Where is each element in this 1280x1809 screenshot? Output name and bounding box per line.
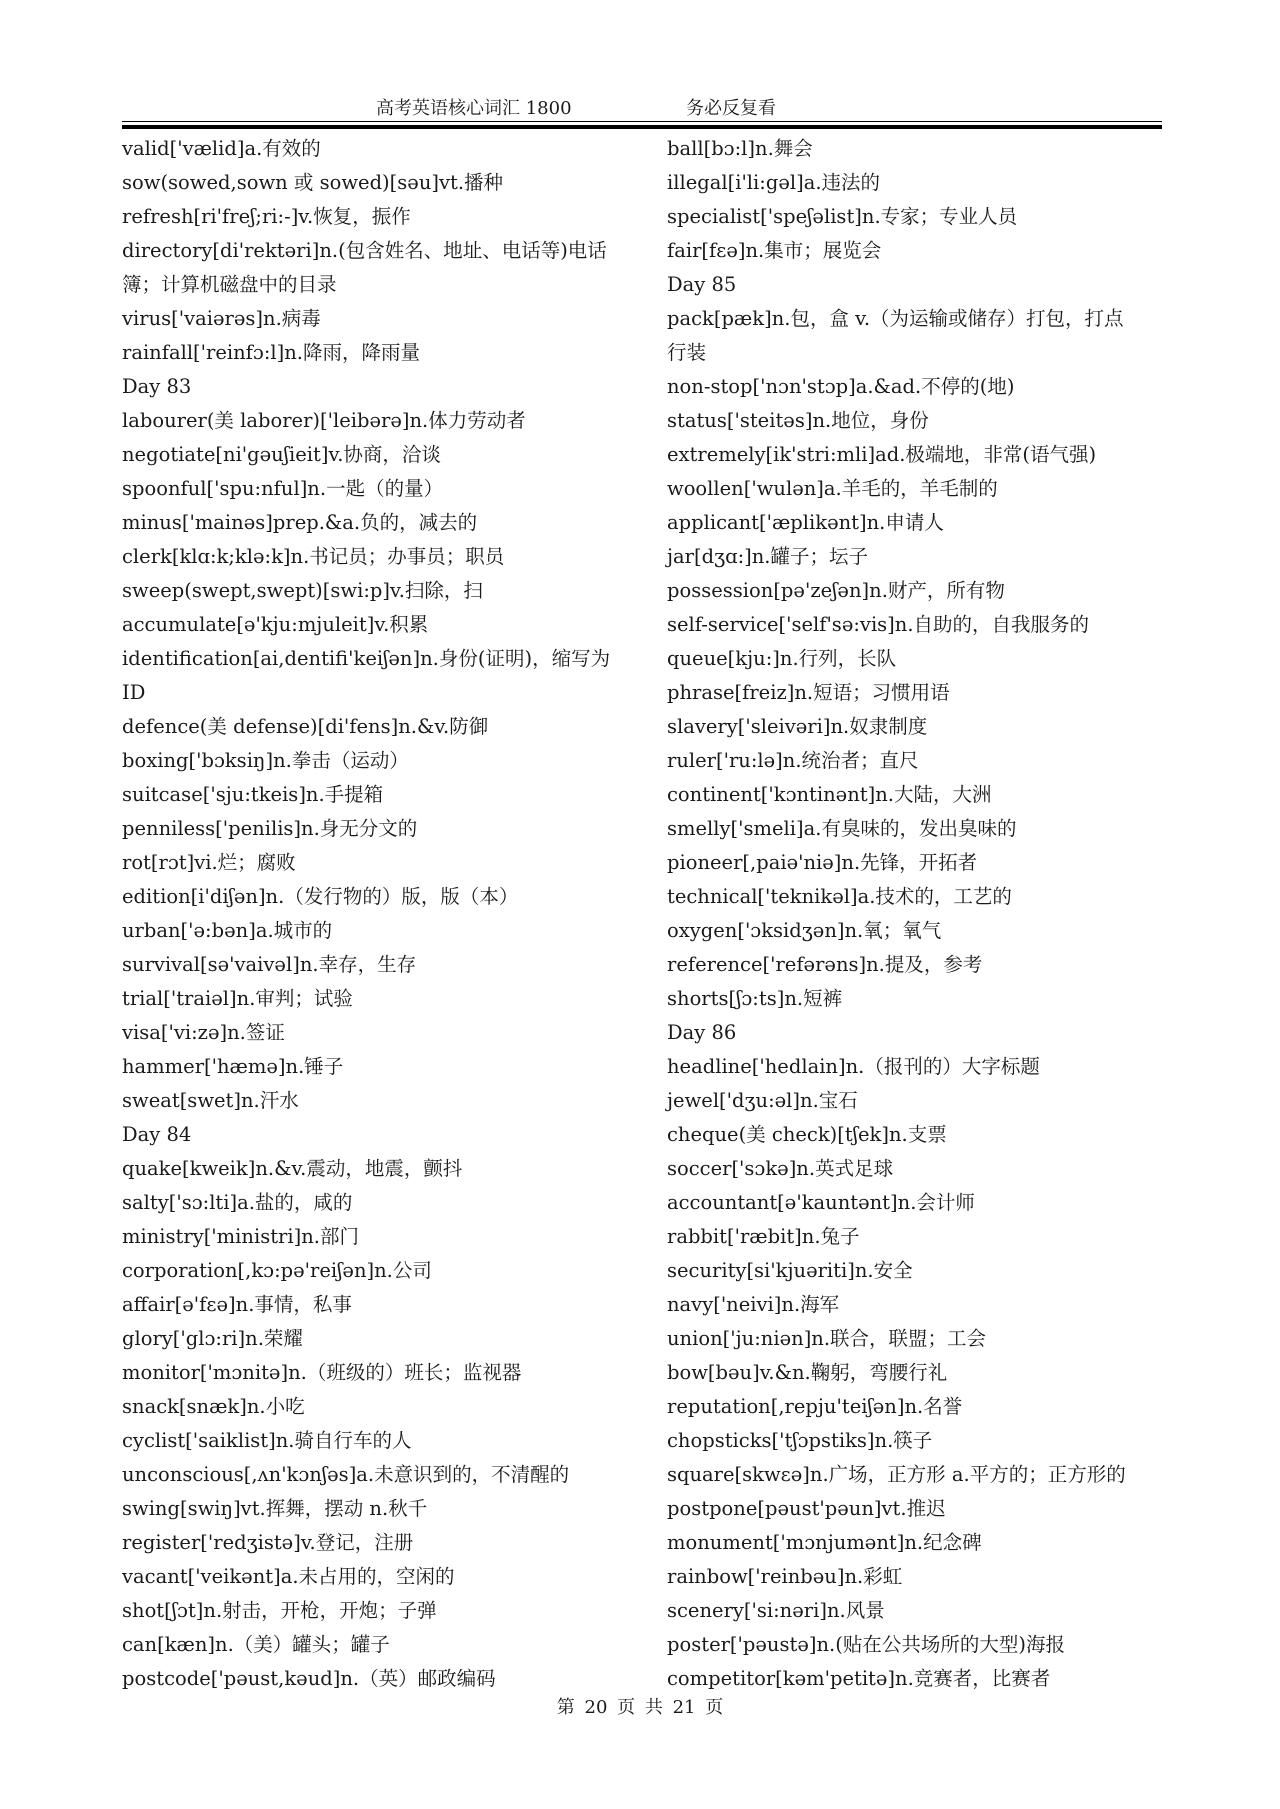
header-note: 务必反复看 [686, 98, 776, 119]
vocab-line: boxing['bɔksiŋ]n.拳击（运动） [122, 749, 409, 772]
vocab-line: woollen['wulən]a.羊毛的，羊毛制的 [667, 477, 998, 500]
vocab-line: accountant[ə'kauntənt]n.会计师 [667, 1191, 975, 1214]
vocab-line: negotiate[ni'gəuʃieit]v.协商，洽谈 [122, 443, 441, 466]
vocab-line: poster['pəustə]n.(贴在公共场所的大型)海报 [667, 1633, 1065, 1656]
vocab-line: status['steitəs]n.地位，身份 [667, 409, 929, 432]
vocab-line: clerk[klɑ:k;klə:k]n.书记员；办事员；职员 [122, 545, 505, 568]
vocab-line: rabbit['ræbit]n.兔子 [667, 1225, 860, 1248]
vocab-line: visa['vi:zə]n.签证 [122, 1021, 285, 1044]
vocab-line: monitor['mɔnitə]n.（班级的）班长；监视器 [122, 1361, 522, 1384]
page-header [0, 92, 1280, 122]
vocab-line: rainbow['reinbəu]n.彩虹 [667, 1565, 903, 1588]
vocab-line: reference['refərəns]n.提及，参考 [667, 953, 983, 976]
right-column [667, 132, 1167, 1696]
vocab-line: jewel['dʒu:əl]n.宝石 [667, 1089, 858, 1112]
vocab-line: pack[pæk]n.包，盒 v.（为运输或储存）打包，打点 [667, 307, 1124, 330]
vocab-line: extremely[ik'stri:mli]ad.极端地，非常(语气强) [667, 443, 1097, 466]
header-title: 高考英语核心词汇 1800 [376, 98, 572, 119]
vocab-line: valid['vælid]a.有效的 [122, 137, 321, 160]
vocab-line: swing[swiŋ]vt.挥舞，摆动 n.秋千 [122, 1497, 428, 1520]
vocab-line: self-service['self'sə:vis]n.自助的，自我服务的 [667, 613, 1090, 636]
vocab-line: non-stop['nɔn'stɔp]a.&ad.不停的(地) [667, 375, 1015, 398]
vocab-line: Day 85 [667, 273, 737, 296]
vocab-line: union['ju:niən]n.联合，联盟；工会 [667, 1327, 987, 1350]
vocab-line: identification[ai,dentifi'keiʃən]n.身份(证明)，缩写为 [122, 647, 611, 670]
vocab-line: navy['neivi]n.海军 [667, 1293, 840, 1316]
vocab-line: reputation[,repju'teiʃən]n.名誉 [667, 1395, 963, 1418]
vocab-line: headline['hedlain]n.（报刊的）大字标题 [667, 1055, 1040, 1078]
vocab-line: postcode['pəust,kəud]n.（英）邮政编码 [122, 1667, 496, 1690]
vocab-line: chopsticks['tʃɔpstiks]n.筷子 [667, 1429, 933, 1452]
vocab-line: salty['sɔ:lti]a.盐的，咸的 [122, 1191, 353, 1214]
header-rule-thin [122, 121, 1162, 122]
vocab-line: soccer['sɔkə]n.英式足球 [667, 1157, 894, 1180]
vocab-line: sweep(swept,swept)[swi:p]v.扫除，扫 [122, 579, 483, 602]
vocab-line: ruler['ru:lə]n.统治者；直尺 [667, 749, 919, 772]
vocab-line: shot[ʃɔt]n.射击，开枪，开炮；子弹 [122, 1599, 437, 1622]
vocab-line: Day 83 [122, 375, 192, 398]
vocab-line: edition[i'diʃən]n.（发行物的）版，版（本） [122, 885, 519, 908]
vocab-line: square[skwɛə]n.广场，正方形 a.平方的；正方形的 [667, 1463, 1126, 1486]
vocab-line: smelly['smeli]a.有臭味的，发出臭味的 [667, 817, 1017, 840]
vocab-line: competitor[kəm'petitə]n.竞赛者，比赛者 [667, 1667, 1051, 1690]
vocab-line: postpone[pəust'pəun]vt.推迟 [667, 1497, 946, 1520]
vocab-line: shorts[ʃɔ:ts]n.短裤 [667, 987, 843, 1010]
vocab-line: urban['ə:bən]a.城市的 [122, 919, 333, 942]
vocab-line: refresh[ri'freʃ;ri:-]v.恢复，振作 [122, 205, 411, 228]
vocab-line: phrase[freiz]n.短语；习惯用语 [667, 681, 950, 704]
vocab-line: Day 84 [122, 1123, 192, 1146]
vocab-line: unconscious[,ʌn'kɔnʃəs]a.未意识到的，不清醒的 [122, 1463, 570, 1486]
vocab-line: register['redʒistə]v.登记，注册 [122, 1531, 414, 1554]
vocab-line: 行装 [667, 341, 707, 364]
vocab-line: snack[snæk]n.小吃 [122, 1395, 305, 1418]
vocab-line: suitcase['sju:tkeis]n.手提箱 [122, 783, 384, 806]
vocab-line: directory[di'rektəri]n.(包含姓名、地址、电话等)电话 [122, 239, 607, 262]
vocab-line: can[kæn]n.（美）罐头；罐子 [122, 1633, 390, 1656]
vocab-line: security[si'kjuəriti]n.安全 [667, 1259, 913, 1282]
vocab-line: pioneer[,paiə'niə]n.先锋，开拓者 [667, 851, 978, 874]
vocab-line: possession[pə'zeʃən]n.财产，所有物 [667, 579, 1005, 602]
vocab-line: 簿；计算机磁盘中的目录 [122, 273, 337, 296]
vocab-line: quake[kweik]n.&v.震动，地震，颤抖 [122, 1157, 463, 1180]
vocab-line: illegal[i'li:gəl]a.违法的 [667, 171, 881, 194]
vocab-line: scenery['si:nəri]n.风景 [667, 1599, 885, 1622]
vocab-line: affair[ə'fɛə]n.事情，私事 [122, 1293, 352, 1316]
vocab-line: glory['glɔ:ri]n.荣耀 [122, 1327, 303, 1350]
vocab-line: specialist['speʃəlist]n.专家；专业人员 [667, 205, 1018, 228]
vocab-line: penniless['penilis]n.身无分文的 [122, 817, 418, 840]
vocab-line: spoonful['spu:nful]n.一匙（的量） [122, 477, 444, 500]
vocab-line: slavery['sleivəri]n.奴隶制度 [667, 715, 928, 738]
vocab-line: queue[kju:]n.行列，长队 [667, 647, 897, 670]
vocab-line: survival[sə'vaivəl]n.幸存，生存 [122, 953, 417, 976]
vocab-line: cyclist['saiklist]n.骑自行车的人 [122, 1429, 412, 1452]
vocab-line: trial['traiəl]n.审判；试验 [122, 987, 353, 1010]
vocab-line: technical['teknikəl]a.技术的，工艺的 [667, 885, 1012, 908]
vocab-line: jar[dʒɑ:]n.罐子；坛子 [667, 545, 869, 568]
vocab-line: sow(sowed,sown 或 sowed)[səu]vt.播种 [122, 171, 504, 194]
vocab-line: fair[fɛə]n.集市；展览会 [667, 239, 882, 262]
vocab-line: ID [122, 681, 146, 704]
vocab-line: vacant['veikənt]a.未占用的，空闲的 [122, 1565, 455, 1588]
vocab-line: Day 86 [667, 1021, 737, 1044]
vocab-line: labourer(美 laborer)['leibərə]n.体力劳动者 [122, 409, 526, 432]
vocab-line: virus['vaiərəs]n.病毒 [122, 307, 321, 330]
vocab-line: bow[bəu]v.&n.鞠躬，弯腰行礼 [667, 1361, 948, 1384]
left-column [122, 132, 632, 1696]
vocab-line: corporation[,kɔ:pə'reiʃən]n.公司 [122, 1259, 432, 1282]
vocab-line: monument['mɔnjumənt]n.纪念碑 [667, 1531, 982, 1554]
vocab-line: ball[bɔ:l]n.舞会 [667, 137, 813, 160]
vocab-line: defence(美 defense)[di'fens]n.&v.防御 [122, 715, 489, 738]
vocab-line: rot[rɔt]vi.烂；腐败 [122, 851, 296, 874]
vocab-line: applicant['æplikənt]n.申请人 [667, 511, 944, 534]
vocab-line: ministry['ministri]n.部门 [122, 1225, 359, 1248]
vocab-line: hammer['hæmə]n.锤子 [122, 1055, 344, 1078]
vocab-line: cheque(美 check)[tʃek]n.支票 [667, 1123, 947, 1146]
page-footer: 第 20 页 共 21 页 [556, 1697, 724, 1718]
vocab-line: continent['kɔntinənt]n.大陆，大洲 [667, 783, 992, 806]
vocab-line: oxygen['ɔksidʒən]n.氧；氧气 [667, 919, 942, 942]
vocab-line: minus['mainəs]prep.&a.负的，减去的 [122, 511, 478, 534]
vocab-line: rainfall['reinfɔ:l]n.降雨，降雨量 [122, 341, 420, 364]
vocab-line: sweat[swet]n.汗水 [122, 1089, 299, 1112]
vocab-line: accumulate[ə'kju:mjuleit]v.积累 [122, 613, 429, 636]
header-rule-thick [122, 125, 1162, 129]
